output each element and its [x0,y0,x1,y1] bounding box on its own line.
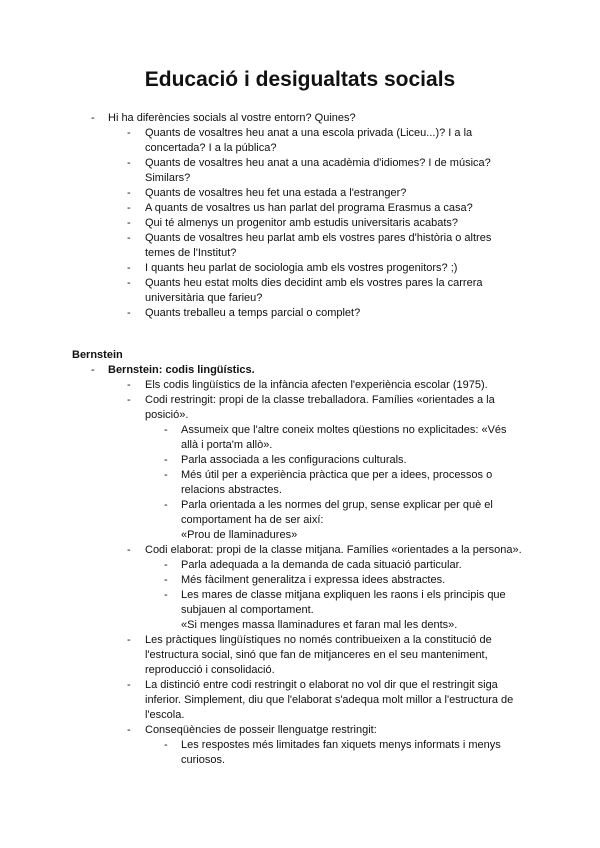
content-subitem: Assumeix que l'altre coneix moltes qüestions no explicitades: «Vés [181,424,507,436]
question-subitem: Quants de vosaltres heu anat a una escola privada (Liceu...)? I a la [145,127,473,139]
content-subitem: Les mares de classe mitjana expliquen les raons i els principis que [181,589,506,601]
bullet-dash: - [127,634,131,646]
content-subitem: Més útil per a experiència pràctica que per a idees, processos o [181,469,493,481]
content-item: posició». [145,409,189,421]
content-subitem: comportament ha de ser així: [181,514,324,526]
bullet-dash: - [127,232,131,244]
bullet-dash: - [164,424,168,436]
content-subitem: relacions abstractes. [181,484,282,496]
content-item: reproducció i consolidació. [145,664,275,676]
content-subitem: Parla adequada a la demanda de cada situació particular. [181,559,462,571]
content-subitem: Més fàcilment generalitza i expressa idees abstractes. [181,574,446,586]
bullet-dash: - [127,262,131,274]
content-subitem: Parla associada a les configuracions culturals. [181,454,407,466]
content-item: Codi elaborat: propi de la classe mitjana. Famílies «orientades a la persona». [145,544,522,556]
question-subitem: concertada? I a la pública? [145,142,277,154]
bullet-dash: - [127,187,131,199]
question-subitem: universitària que farieu? [145,292,263,304]
bullet-dash: - [127,277,131,289]
content-item: Codi restringit: propi de la classe treballadora. Famílies «orientades a la [145,394,495,406]
page-title: Educació i desigualtats socials [144,68,456,91]
bullet-dash: - [127,202,131,214]
question-subitem: Qui té almenys un progenitor amb estudis universitaris acabats? [145,217,459,229]
question-subitem: Quants de vosaltres heu fet una estada a l'estranger? [145,187,407,199]
content-item: Les pràctiques lingüístiques no només contribueixen a la constitució de [145,634,492,646]
bullet-dash: - [164,574,168,586]
question-subitem: Quants treballeu a temps parcial o complet? [145,307,361,319]
content-subitem: curiosos. [181,754,226,766]
content-item: Els codis lingüístics de la infància afecten l'experiència escolar (1975). [145,379,488,391]
content-item: l'estructura social, sinó que fan de mitjanceres en el seu manteniment, [145,649,488,661]
bullet-dash: - [127,217,131,229]
bullet-dash: - [127,544,131,556]
bullet-dash: - [127,724,131,736]
subsection-heading: Bernstein: codis lingüístics. [108,364,255,376]
bullet-dash: - [127,157,131,169]
bullet-dash: - [164,559,168,571]
bullet-dash: - [127,394,131,406]
content-subitem: subjauen al comportament. [181,604,314,616]
content-subitem: «Prou de llaminadures» [181,529,298,541]
content-subitem: Parla orientada a les normes del grup, sense explicar per què el [181,499,493,511]
content-subitem: allà i porta'm allò». [181,439,273,451]
content-item: Conseqüències de posseir llenguatge restringit: [145,724,377,736]
question-subitem: Quants de vosaltres heu anat a una acadèmia d'idiomes? I de música? [145,157,491,169]
question-subitem: Quants de vosaltres heu parlat amb els vostres pares d'història o altres [145,232,492,244]
bullet-dash: - [127,127,131,139]
question-subitem: I quants heu parlat de sociologia amb els vostres progenitors? ;) [145,262,458,274]
bullet-dash: - [91,364,95,376]
bullet-dash: - [91,112,95,124]
question-item: Hi ha diferències socials al vostre entorn? Quines? [108,112,356,124]
bullet-dash: - [164,499,168,511]
content-item: l'escola. [145,709,185,721]
bullet-dash: - [164,739,168,751]
bullet-dash: - [127,679,131,691]
question-subitem: Quants heu estat molts dies decidint amb els vostres pares la carrera [145,277,483,289]
question-subitem: A quants de vosaltres us han parlat del programa Erasmus a casa? [145,202,473,214]
question-subitem: Similars? [145,172,191,184]
bullet-dash: - [127,307,131,319]
section-heading: Bernstein [72,349,123,361]
content-item: inferior. Simplement, diu que l'elaborat s'adequa molt millor a l'estructura de [145,694,514,706]
bullet-dash: - [164,589,168,601]
bullet-dash: - [164,454,168,466]
content-item: La distinció entre codi restringit o elaborat no vol dir que el restringit siga [145,679,498,691]
bullet-dash: - [127,379,131,391]
bullet-dash: - [164,469,168,481]
content-subitem: Les respostes més limitades fan xiquets menys informats i menys [181,739,501,751]
question-subitem: temes de l'Institut? [145,247,237,259]
content-subitem: «Si menges massa llaminadures et faran mal les dents». [181,619,458,631]
